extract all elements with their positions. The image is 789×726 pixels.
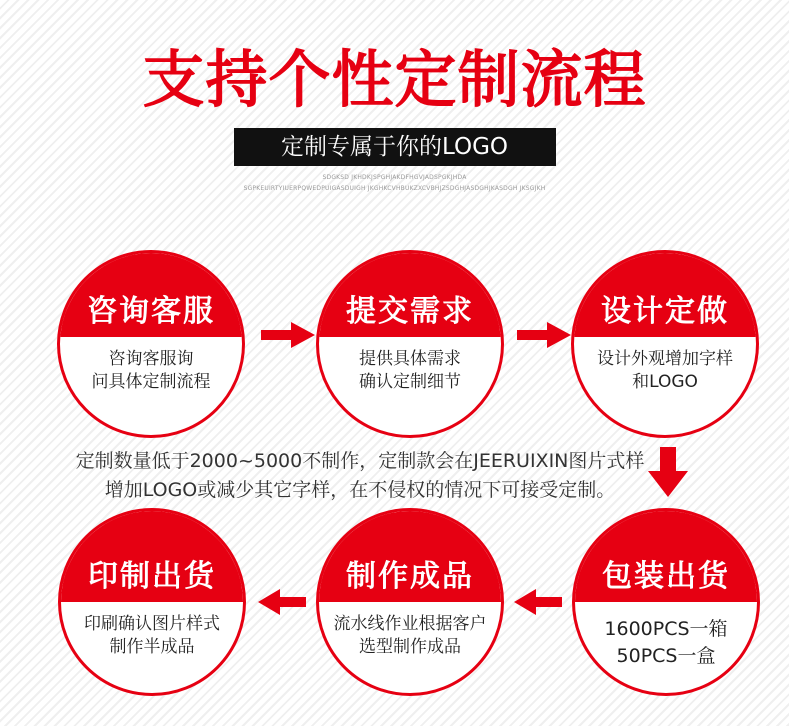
arrow-down-icon bbox=[648, 447, 688, 497]
step-desc-line: 咨询客服询 bbox=[108, 348, 194, 369]
step-desc-line: 制作半成品 bbox=[109, 636, 195, 657]
step-header-produce bbox=[319, 511, 501, 602]
step-desc-line: 印刷确认图片样式 bbox=[84, 614, 220, 634]
step-circle-submit bbox=[316, 250, 504, 438]
step-description bbox=[575, 602, 757, 669]
arrow-left-icon bbox=[258, 589, 306, 615]
step-header-consult bbox=[60, 253, 242, 337]
step-header-design bbox=[574, 253, 756, 337]
step-description bbox=[319, 337, 501, 394]
arrow-right-icon bbox=[517, 322, 571, 348]
page-title: 支持个性定制流程 bbox=[142, 43, 647, 116]
step-header-package bbox=[575, 511, 757, 602]
fineprint-line-1: SDGKSD JKHDKJSPGHJAKDFHGVJADSPGKJHDA bbox=[322, 174, 467, 181]
step-description bbox=[319, 602, 501, 659]
step-circle-design bbox=[571, 250, 759, 438]
custom-notice bbox=[40, 447, 680, 506]
step-desc-line: 和LOGO bbox=[632, 371, 698, 392]
step-desc-line: 设计外观增加字样 bbox=[597, 348, 733, 369]
step-desc-line: 1600PCS一箱 bbox=[604, 618, 728, 640]
step-title: 制作成品 bbox=[346, 559, 474, 594]
step-desc-line: 选型制作成品 bbox=[359, 636, 461, 657]
step-desc-line: 提供具体需求 bbox=[359, 348, 461, 369]
logo-banner: 定制专属于你的LOGO bbox=[234, 128, 556, 166]
notice-line-1: 定制数量低于2000~5000不制作，定制款会在JEERUIXIN图片式样 bbox=[75, 450, 645, 472]
step-circle-consult bbox=[57, 250, 245, 438]
fineprint-line-2: SGPKEUIRTYIUERPQWEDPUIGASDUIGH JKGHKCVHBUKZXCVBHJZSDGHJASDGHJKASDGH JKSGJKH bbox=[243, 184, 546, 192]
step-desc-line: 确认定制细节 bbox=[359, 371, 461, 392]
fineprint-text bbox=[0, 173, 789, 195]
step-circle-print bbox=[58, 508, 246, 696]
step-desc-line: 问具体定制流程 bbox=[91, 371, 211, 392]
notice-line-2: 增加LOGO或减少其它字样，在不侵权的情况下可接受定制。 bbox=[104, 479, 616, 502]
step-circle-produce bbox=[316, 508, 504, 696]
step-title: 设计定做 bbox=[601, 293, 729, 329]
step-description bbox=[574, 337, 756, 394]
step-title: 印制出货 bbox=[88, 559, 216, 594]
step-title: 提交需求 bbox=[346, 293, 474, 329]
step-circle-package bbox=[572, 508, 760, 696]
step-header-print bbox=[61, 511, 243, 602]
arrow-right-icon bbox=[261, 322, 315, 348]
arrow-left-icon bbox=[514, 589, 562, 615]
step-description bbox=[60, 337, 242, 394]
step-desc-line: 50PCS一盒 bbox=[616, 644, 716, 667]
step-header-submit bbox=[319, 253, 501, 337]
step-title: 包装出货 bbox=[602, 559, 730, 594]
step-title: 咨询客服 bbox=[87, 293, 215, 329]
step-description bbox=[61, 602, 243, 659]
step-desc-line: 流水线作业根据客户 bbox=[333, 614, 487, 634]
